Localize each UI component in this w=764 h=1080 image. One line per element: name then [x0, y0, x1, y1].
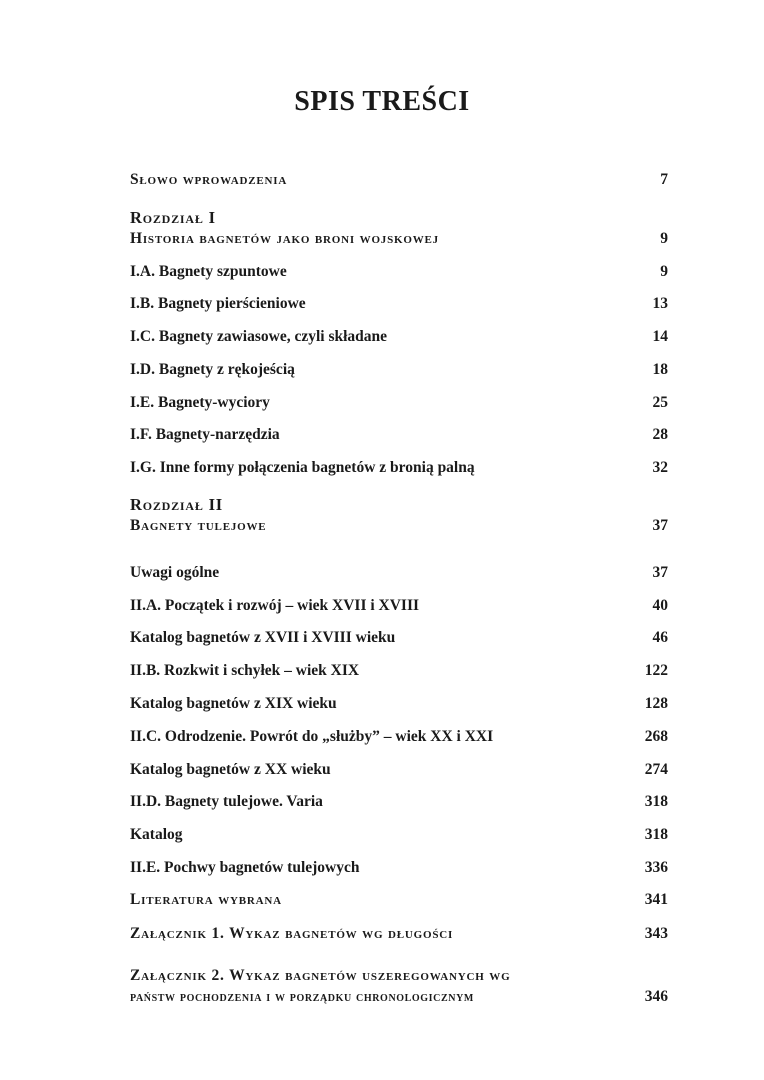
- toc-page-number: 37: [652, 517, 668, 534]
- toc-entry: [130, 792, 668, 812]
- toc-page-number: 28: [652, 426, 668, 443]
- toc-page-number: 346: [644, 988, 668, 1005]
- toc-page-number: 32: [652, 459, 668, 476]
- toc-chapter-2-heading: [130, 495, 668, 515]
- toc-page-number: 318: [644, 826, 668, 843]
- toc-entry-appendix-1: [130, 924, 668, 944]
- toc-page-number: 341: [644, 891, 668, 908]
- toc-entry-appendix-2: [130, 966, 668, 986]
- toc-label: II.C. Odrodzenie. Powrót do „służby” – wiek XX i XXI: [130, 728, 494, 745]
- toc-entry: [130, 760, 668, 780]
- toc-entry: [130, 563, 668, 583]
- toc-label: Uwagi ogólne: [130, 564, 220, 581]
- toc-label: I.C. Bagnety zawiasowe, czyli składane: [130, 328, 388, 345]
- toc-page-number: 336: [644, 859, 668, 876]
- toc-entry: [130, 425, 668, 445]
- toc-chapter-2-title: [130, 516, 668, 536]
- toc-label: Rozdział II: [130, 495, 224, 514]
- toc-page-number: 14: [652, 328, 668, 345]
- toc-label: Rozdział I: [130, 208, 216, 227]
- toc-label: I.A. Bagnety szpuntowe: [130, 263, 287, 280]
- toc-page-number: 40: [652, 597, 668, 614]
- toc-label: Załącznik 2. Wykaz bagnetów uszeregowanych wg: [130, 967, 511, 984]
- toc-label: Bagnety tulejowe: [130, 517, 267, 534]
- toc-page-number: 13: [652, 295, 668, 312]
- toc-label: Słowo wprowadzenia: [130, 171, 288, 188]
- toc-entry: [130, 661, 668, 681]
- toc-page-number: 274: [644, 761, 668, 778]
- toc-label: II.D. Bagnety tulejowe. Varia: [130, 793, 323, 810]
- toc-page-number: 9: [660, 263, 668, 280]
- toc-label: II.E. Pochwy bagnetów tulejowych: [130, 859, 360, 876]
- toc-label: II.A. Początek i rozwój – wiek XVII i XVIII: [130, 597, 420, 614]
- toc-page-number: 268: [644, 728, 668, 745]
- toc-page-number: 122: [644, 662, 668, 679]
- toc-label: Katalog bagnetów z XX wieku: [130, 761, 331, 778]
- toc-entry: [130, 262, 668, 282]
- toc-entry-appendix-2-cont: [130, 987, 668, 1007]
- toc-page-number: 18: [652, 361, 668, 378]
- toc-label: Literatura wybrana: [130, 891, 282, 908]
- toc-label: Załącznik 1. Wykaz bagnetów wg długości: [130, 925, 454, 942]
- toc-page-number: 9: [660, 230, 668, 247]
- toc-entry: [130, 327, 668, 347]
- toc-label: I.F. Bagnety-narzędzia: [130, 426, 280, 443]
- toc-entry: [130, 360, 668, 380]
- toc-entry: [130, 858, 668, 878]
- toc-page-number: 128: [644, 695, 668, 712]
- toc-label: państw pochodzenia i w porządku chronologicznym: [130, 989, 474, 1005]
- toc-label: Historia bagnetów jako broni wojskowej: [130, 230, 439, 247]
- page-title: SPIS TREŚCI: [294, 86, 470, 117]
- toc-entry: [130, 393, 668, 413]
- toc-entry-intro: [130, 170, 668, 190]
- toc-entry: [130, 694, 668, 714]
- toc-label: I.G. Inne formy połączenia bagnetów z bronią palną: [130, 459, 475, 476]
- toc-label: I.D. Bagnety z rękojeścią: [130, 361, 295, 378]
- toc-chapter-1-title: [130, 229, 668, 249]
- toc-entry-literature: [130, 890, 668, 910]
- toc-label: I.E. Bagnety-wyciory: [130, 394, 270, 411]
- toc-entry: [130, 596, 668, 616]
- toc-label: Katalog bagnetów z XVII i XVIII wieku: [130, 629, 396, 646]
- toc-page-number: 37: [652, 564, 668, 581]
- toc-entry: [130, 825, 668, 845]
- toc-entry: [130, 727, 668, 747]
- toc-page-number: 343: [644, 925, 668, 942]
- toc-label: Katalog: [130, 826, 183, 843]
- toc-label: Katalog bagnetów z XIX wieku: [130, 695, 337, 712]
- toc-label: II.B. Rozkwit i schyłek – wiek XIX: [130, 662, 360, 679]
- toc-page-number: 25: [652, 394, 668, 411]
- toc-chapter-1-heading: [130, 208, 668, 228]
- toc-entry: [130, 628, 668, 648]
- toc-label: I.B. Bagnety pierścieniowe: [130, 295, 306, 312]
- toc-page-number: 318: [644, 793, 668, 810]
- toc-entry: [130, 294, 668, 314]
- toc-page-number: 46: [652, 629, 668, 646]
- toc-entry: [130, 458, 668, 478]
- toc-page-number: 7: [660, 171, 668, 188]
